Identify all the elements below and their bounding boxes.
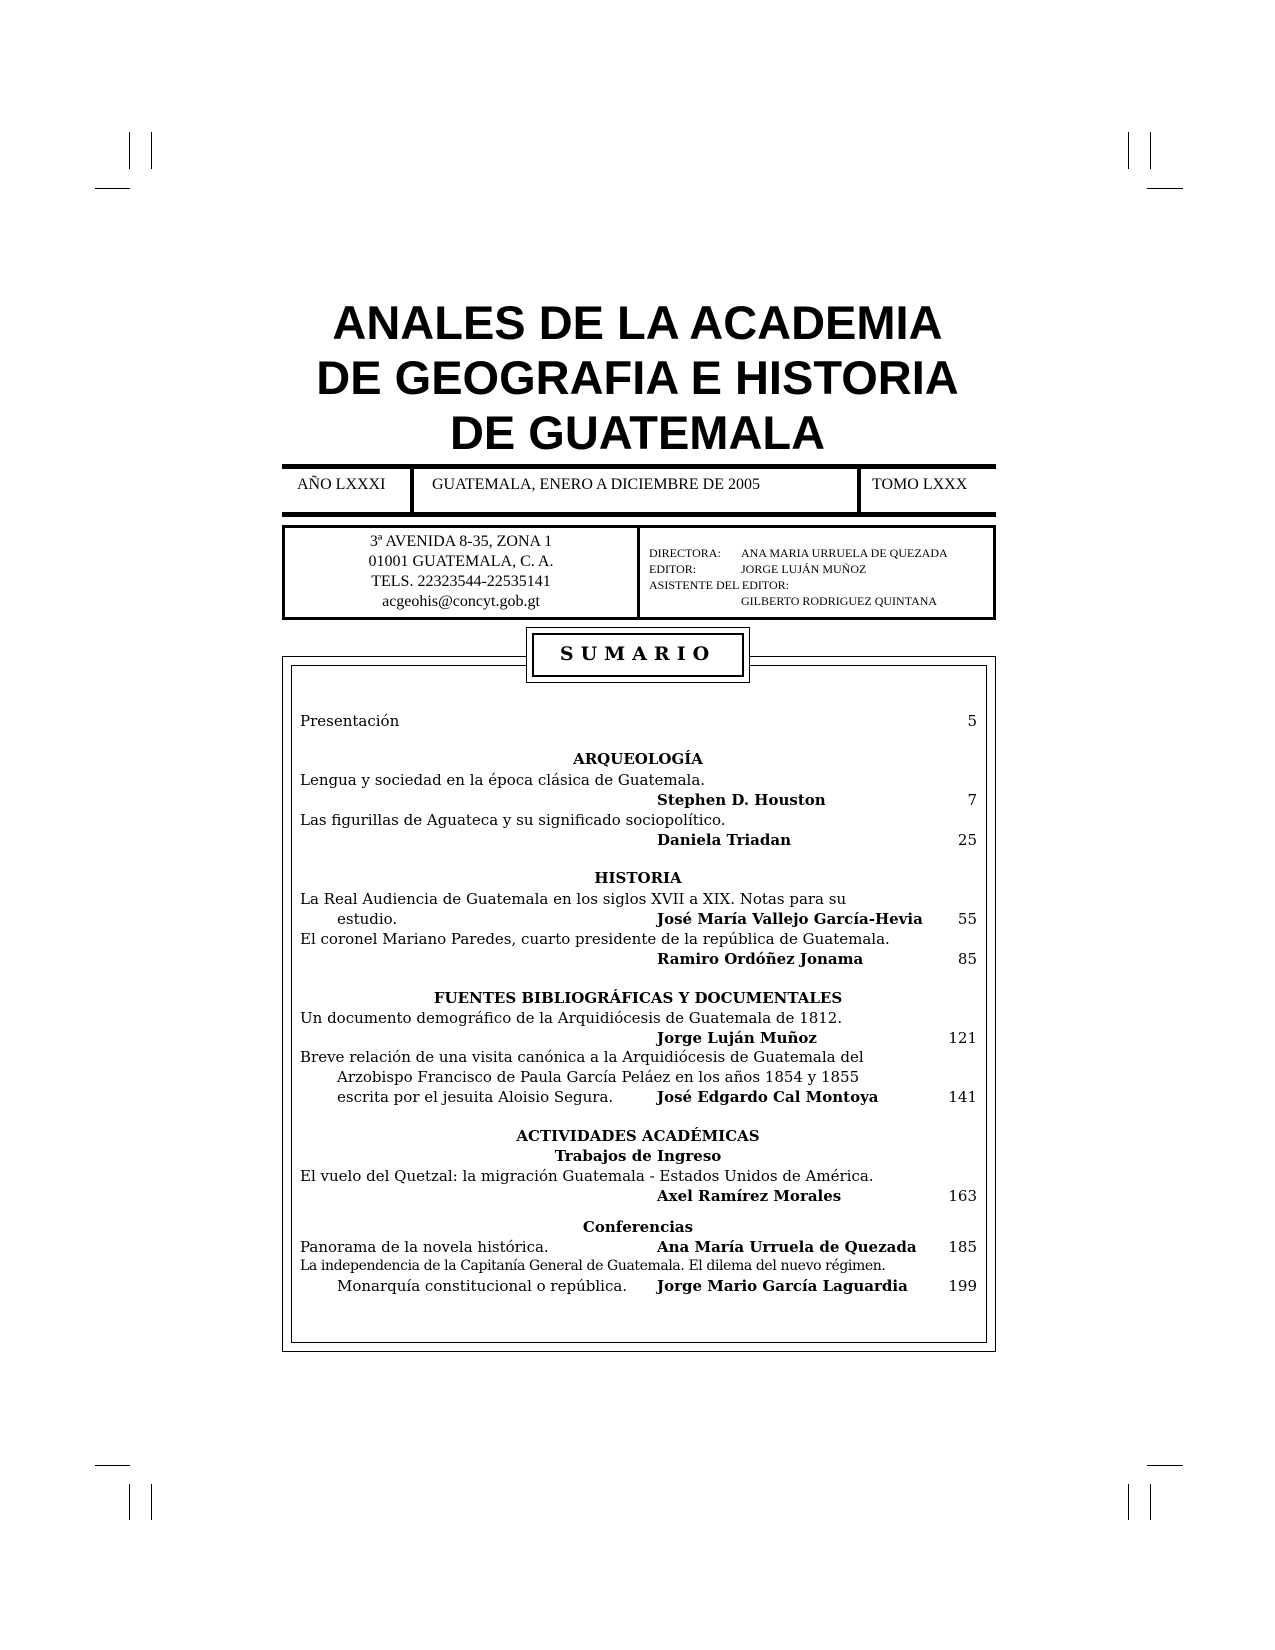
toc-title-cont: Monarquía constitucional o república. [337,1277,628,1295]
directora-label: DIRECTORA: [649,546,721,560]
toc-author: Ana María Urruela de Quezada [657,1238,917,1256]
toc-author: Daniela Triadan [657,831,792,849]
toc-title: El vuelo del Quetzal: la migración Guatemala - Estados Unidos de América. [300,1167,874,1185]
section-heading: ARQUEOLOGÍA [573,750,703,768]
journal-title-line-2: DE GEOGRAFIA E HISTORIA [316,351,959,404]
toc-page: 5 [967,712,977,730]
toc-page: 199 [948,1277,977,1295]
journal-title-line-3: DE GUATEMALA [449,406,826,459]
staff-list [649,545,948,609]
header-rule-top [282,464,996,469]
contact-box [282,525,996,620]
directora-name: ANA MARIA URRUELA DE QUEZADA [741,546,948,560]
toc-title: Un documento demográfico de la Arquidiócesis de Guatemala de 1812. [300,1009,843,1027]
crop-mark [95,188,130,189]
divider [637,528,640,617]
crop-mark [129,132,130,169]
toc-title: Las figurillas de Aguateca y su significado sociopolítico. [300,811,726,829]
issue-year: AÑO LXXXI [297,476,386,493]
crop-mark [151,1484,152,1520]
crop-mark [129,1484,130,1520]
crop-mark [1147,1465,1183,1466]
toc-author: Ramiro Ordóñez Jonama [657,950,864,968]
crop-mark [95,1465,130,1466]
section-heading: ACTIVIDADES ACADÉMICAS [516,1127,760,1145]
toc-page: 25 [957,831,977,849]
subsection-heading: Trabajos de Ingreso [554,1147,722,1165]
toc-title: Breve relación de una visita canónica a la Arquidiócesis de Guatemala del [300,1048,864,1066]
subsection-heading: Conferencias [582,1218,694,1236]
crop-mark [151,132,152,169]
divider [410,466,414,516]
phone-numbers: TELS. 22323544-22535141 [371,573,551,590]
section-heading: HISTORIA [594,869,682,887]
editor-label: EDITOR: [649,562,697,576]
journal-title-line-1: ANALES DE LA ACADEMIA [332,296,943,349]
toc-title: Presentación [300,712,400,730]
toc-title: La Real Audiencia de Guatemala en los siglos XVII a XIX. Notas para su [300,890,847,908]
toc-author: Jorge Mario García Laguardia [657,1277,908,1295]
crop-mark [1128,132,1129,169]
divider [857,466,861,516]
toc-author: Axel Ramírez Morales [657,1187,842,1205]
header-rule-bottom [282,512,996,517]
toc-title: Panorama de la novela histórica. [300,1238,549,1256]
issue-place-date: GUATEMALA, ENERO A DICIEMBRE DE 2005 [432,476,760,493]
toc-author: José Edgardo Cal Montoya [657,1088,879,1106]
toc-title-cont: Arzobispo Francisco de Paula García Peláez en los años 1854 y 1855 [337,1068,860,1086]
crop-mark [1150,1484,1151,1520]
toc-author: Stephen D. Houston [657,791,826,809]
toc-page: 185 [948,1238,977,1256]
asistente-label: ASISTENTE DEL EDITOR: [649,578,789,592]
toc-page: 163 [948,1187,977,1205]
toc-title: La independencia de la Capitanía General de Guatemala. El dilema del nuevo régimen. [300,1258,886,1274]
asistente-name: GILBERTO RODRIGUEZ QUINTANA [741,594,938,608]
toc-page: 7 [967,791,977,809]
sumario-heading: SUMARIO [532,633,744,677]
crop-mark [1150,132,1151,169]
issue-volume: TOMO LXXX [872,476,968,493]
sumario-heading-box [526,627,750,683]
toc-page: 121 [948,1029,977,1047]
editor-name: JORGE LUJÁN MUÑOZ [741,562,867,576]
crop-mark [1147,188,1183,189]
toc-title: El coronel Mariano Paredes, cuarto presidente de la república de Guatemala. [300,930,890,948]
section-heading: FUENTES BIBLIOGRÁFICAS Y DOCUMENTALES [433,989,843,1007]
toc-page: 141 [948,1088,977,1106]
toc-title-cont: estudio. [337,910,398,928]
toc-author: Jorge Luján Muñoz [657,1029,817,1047]
toc-title-cont: escrita por el jesuita Aloisio Segura. [337,1088,614,1106]
address-line: 01001 GUATEMALA, C. A. [368,553,554,570]
toc-author: José María Vallejo García-Hevia [657,910,923,928]
toc-title: Lengua y sociedad en la época clásica de Guatemala. [300,771,706,789]
email: acgeohis@concyt.gob.gt [382,593,540,610]
address-line: 3ª AVENIDA 8-35, ZONA 1 [369,533,553,550]
toc-page: 55 [957,910,977,928]
crop-mark [1128,1484,1129,1520]
toc-page: 85 [957,950,977,968]
